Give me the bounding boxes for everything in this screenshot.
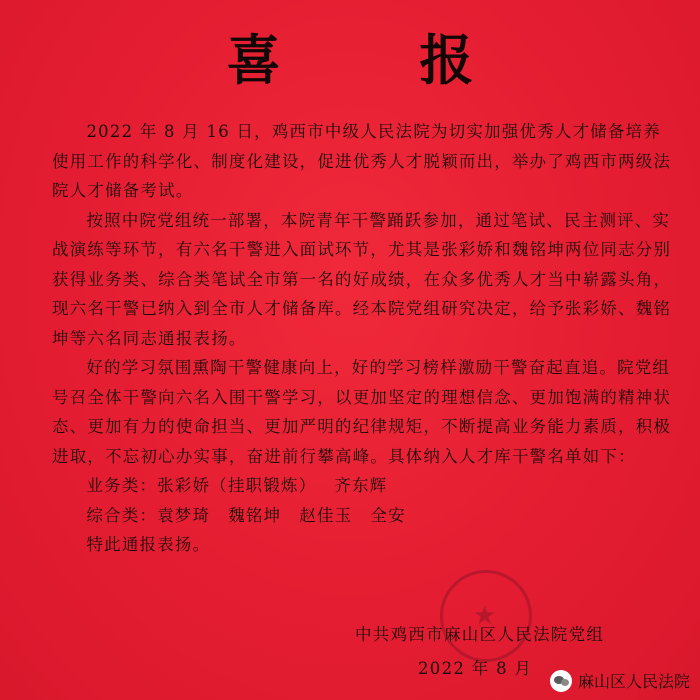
wechat-icon — [550, 670, 572, 692]
wechat-watermark — [550, 669, 690, 692]
general-name-4: 全安 — [370, 505, 406, 525]
general-row — [86, 501, 672, 531]
announcement-body — [52, 117, 672, 560]
general-name-2: 魏铭坤 — [228, 505, 282, 525]
page-title: 喜 报 — [226, 28, 534, 92]
business-name-1: 张彩娇（挂职锻炼） — [157, 476, 317, 495]
official-seal — [440, 570, 532, 662]
signature-date: 2022 年 8 月 — [418, 659, 533, 678]
seal-emblem-icon: ★ — [473, 601, 497, 631]
general-name-3: 赵佳玉 — [299, 505, 353, 525]
business-label: 业务类： — [86, 476, 158, 495]
name-list — [52, 471, 672, 530]
general-label: 综合类： — [86, 505, 158, 525]
signature: 中共鸡西市麻山区人民法院党组 — [355, 625, 605, 644]
watermark-text: 麻山区人民法院 — [577, 672, 690, 691]
paragraph-2: 按照中院党组统一部署，本院青年干警踊跃参加，通过笔试、民主测评、实战演练等环节，有六名干警进入面试环节，尤其是张彩娇和魏铭坤两位同志分别获得业务类、综合类笔试全市第一名的好成绩，在众多优秀人才当中崭露头角，现六名干警已纳入到全市人才储备库。经本院党组研究决定，给予张彩娇、魏铭坤等六名同志通报表扬。 — [52, 210, 672, 348]
general-name-1: 袁梦琦 — [157, 505, 211, 525]
closing-text: 特此通报表扬。 — [86, 535, 211, 554]
business-row — [86, 471, 672, 501]
paragraph-1: 2022 年 8 月 16 日，鸡西市中级人民法院为切实加强优秀人才储备培养使用工作的科学化、制度化建设，促进优秀人才脱颖而出，举办了鸡西市两级法院人才储备考试。 — [52, 122, 672, 200]
business-name-2: 齐东辉 — [334, 476, 388, 495]
paragraph-3: 好的学习氛围熏陶干警健康向上，好的学习榜样激励干警奋起直追。院党组号召全体干警向六名入围干警学习，以更加坚定的理想信念、更加饱满的精神状态、更加有力的使命担当、更加严明的纪律规矩，不断提高业务能力素质，积极进取，不忘初心办实事，奋进前行攀高峰。具体纳入人才库干警名单如下： — [52, 358, 672, 466]
